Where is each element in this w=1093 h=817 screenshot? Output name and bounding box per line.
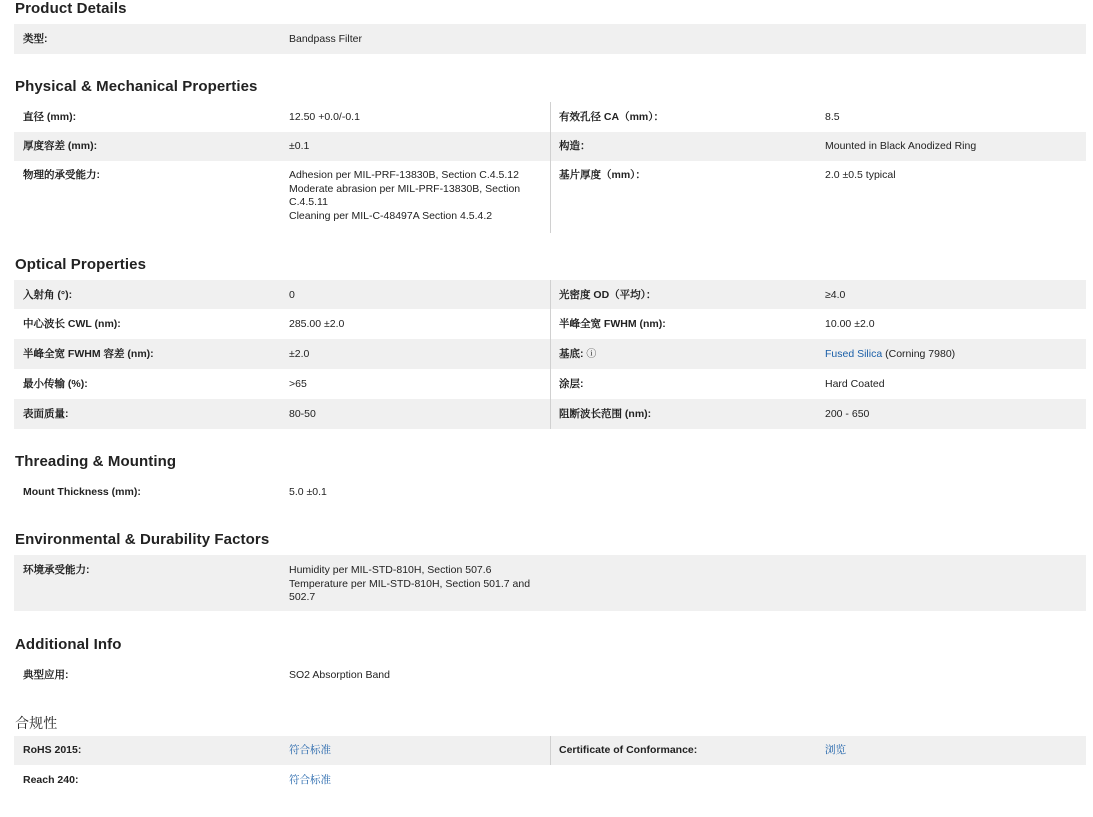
- spec-value: [825, 348, 955, 362]
- value-line: Cleaning per MIL-C-48497A Section 4.5.4.2: [289, 209, 493, 222]
- spec-label: 中心波长 CWL (nm):: [23, 318, 121, 330]
- spec-label: 典型应用:: [23, 669, 69, 681]
- spec-label: Certificate of Conformance:: [559, 744, 698, 756]
- value-line: Adhesion per MIL-PRF-13830B, Section C.4.5.12: [289, 169, 519, 181]
- table-row: [14, 477, 1086, 507]
- physical-table: [14, 102, 1086, 233]
- section-title-environmental: Environmental & Durability Factors: [15, 531, 270, 548]
- optical-table: [14, 280, 1086, 429]
- value-line: Humidity per MIL-STD-810H, Section 507.6: [289, 564, 492, 576]
- column-divider: [550, 161, 551, 233]
- spec-label: Mount Thickness (mm):: [23, 486, 141, 498]
- spec-label: 入射角 (°):: [23, 289, 73, 301]
- column-divider: [550, 399, 551, 429]
- table-row: [14, 161, 1086, 233]
- table-row: [14, 660, 1086, 690]
- spec-label: 物理的承受能力:: [23, 169, 100, 181]
- product-details-table: [14, 24, 1086, 54]
- environmental-table: [14, 555, 1086, 611]
- spec-label: 涂层:: [559, 378, 584, 390]
- spec-value: 10.00 ±2.0: [825, 318, 875, 330]
- spec-label: 直径 (mm):: [23, 111, 77, 123]
- spec-label: 半峰全宽 FWHM (nm):: [559, 318, 666, 330]
- compliance-table: [14, 736, 1086, 795]
- value-line: 502.7: [289, 591, 316, 603]
- rohs-compliant-link[interactable]: 符合标准: [289, 744, 331, 756]
- table-row: [14, 102, 1086, 132]
- spec-value: Mounted in Black Anodized Ring: [825, 140, 977, 152]
- spec-value: 285.00 ±2.0: [289, 318, 345, 330]
- column-divider: [550, 736, 551, 765]
- spec-label: 最小传输 (%):: [23, 378, 88, 390]
- column-divider: [550, 309, 551, 339]
- column-divider: [550, 369, 551, 399]
- spec-value: [289, 169, 539, 223]
- table-row: [14, 339, 1086, 369]
- table-row: [14, 280, 1086, 309]
- spec-label: 表面质量:: [23, 408, 69, 420]
- table-row: [14, 765, 1086, 795]
- table-row: [14, 369, 1086, 399]
- spec-label: 类型:: [23, 33, 48, 45]
- spec-value: [289, 564, 539, 605]
- value-line: Temperature per MIL-STD-810H, Section 501.7 and: [289, 577, 531, 590]
- spec-value: SO2 Absorption Band: [289, 669, 390, 681]
- section-title-additional: Additional Info: [15, 636, 122, 653]
- spec-label: 有效孔径 CA（mm）：: [559, 111, 665, 123]
- spec-label: 构造：: [559, 140, 591, 152]
- spec-value: 12.50 +0.0/-0.1: [289, 111, 360, 123]
- certificate-view-link[interactable]: 浏览: [825, 744, 846, 756]
- spec-label: RoHS 2015:: [23, 744, 82, 756]
- spec-label: 基片厚度（mm）：: [559, 169, 646, 181]
- threading-table: [14, 477, 1086, 507]
- column-divider: [550, 132, 551, 161]
- spec-label: 厚度容差 (mm):: [23, 140, 98, 152]
- substrate-label-group: [559, 348, 596, 362]
- spec-label: 基底:: [559, 348, 584, 360]
- spec-label: 光密度 OD（平均）：: [559, 289, 657, 301]
- section-title-threading: Threading & Mounting: [15, 453, 177, 470]
- info-icon[interactable]: ⓘ: [586, 349, 597, 360]
- table-row: [14, 132, 1086, 161]
- spec-value: 200 - 650: [825, 408, 870, 420]
- section-title-optical: Optical Properties: [15, 256, 147, 273]
- table-row: [14, 24, 1086, 54]
- spec-value: ±2.0: [289, 348, 310, 360]
- spec-value: ±0.1: [289, 140, 310, 152]
- spec-label: 半峰全宽 FWHM 容差 (nm):: [23, 348, 154, 360]
- fused-silica-link[interactable]: Fused Silica: [825, 348, 883, 360]
- section-title-product-details: Product Details: [15, 0, 127, 17]
- table-row: [14, 399, 1086, 429]
- substrate-detail: (Corning 7980): [882, 348, 956, 360]
- additional-table: [14, 660, 1086, 690]
- value-line: C.4.5.11: [289, 196, 328, 208]
- spec-value: >65: [289, 378, 307, 390]
- spec-label: Reach 240:: [23, 774, 79, 786]
- spec-value: 2.0 ±0.5 typical: [825, 169, 896, 181]
- spec-value: 5.0 ±0.1: [289, 486, 327, 498]
- column-divider: [550, 339, 551, 369]
- section-title-physical: Physical & Mechanical Properties: [15, 78, 258, 95]
- spec-label: 环境承受能力:: [23, 564, 90, 576]
- column-divider: [550, 102, 551, 132]
- section-title-compliance: 合规性: [15, 715, 58, 731]
- spec-value: 80-50: [289, 408, 316, 420]
- value-line: Moderate abrasion per MIL-PRF-13830B, Section: [289, 182, 521, 195]
- column-divider: [550, 280, 551, 309]
- spec-value: ≥4.0: [825, 289, 846, 301]
- spec-value: 8.5: [825, 111, 840, 123]
- spec-value: Bandpass Filter: [289, 33, 362, 45]
- reach-compliant-link[interactable]: 符合标准: [289, 774, 331, 786]
- table-row: [14, 736, 1086, 765]
- spec-value: Hard Coated: [825, 378, 885, 390]
- spec-value: 0: [289, 289, 295, 301]
- table-row: [14, 555, 1086, 611]
- table-row: [14, 309, 1086, 339]
- spec-label: 阻断波长范围 (nm):: [559, 408, 652, 420]
